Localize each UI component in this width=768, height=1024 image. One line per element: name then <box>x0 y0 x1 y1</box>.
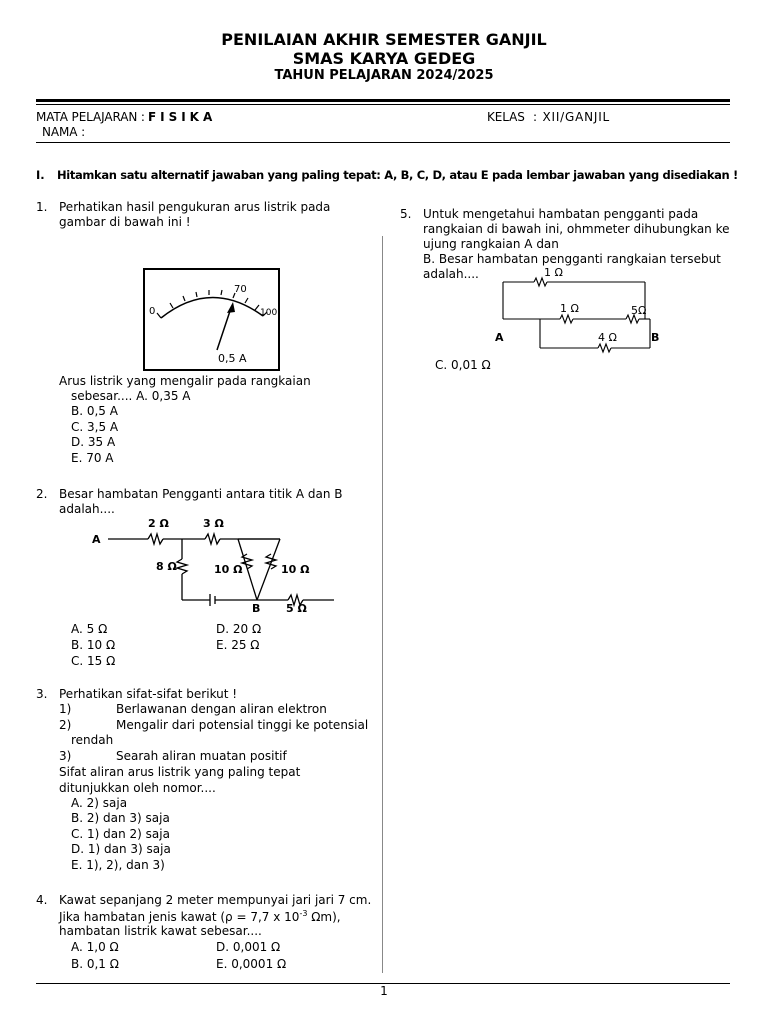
q3-question-line2: ditunjukkan oleh nomor.... <box>59 781 216 795</box>
q5-text-line5: adalah.... <box>423 267 479 281</box>
header-year: TAHUN PELAJARAN 2024/2025 <box>274 68 494 83</box>
q2-r4-label: 10 Ω <box>214 563 243 576</box>
q3-text: Perhatikan sifat-sifat berikut ! <box>59 687 238 701</box>
q2-point-a: A <box>92 533 101 546</box>
q2-text-line1: Besar hambatan Pengganti antara titik A dan B <box>59 487 343 501</box>
q5-r-mid-label: 1 Ω <box>560 302 579 315</box>
q3-item2-cont: rendah <box>71 733 114 747</box>
q1-after-line2: sebesar.... A. 0,35 A <box>71 389 191 403</box>
instruction-text: Hitamkan satu alternatif jawaban yang paling tepat: A, B, C, D, atau E pada lembar jawaban yang disediakan ! <box>57 168 738 182</box>
q2-r2-label: 3 Ω <box>203 517 224 530</box>
q5-r-bot-label: 4 Ω <box>598 331 617 344</box>
q5-circuit-figure <box>490 262 670 354</box>
q3-item3-number: 3) <box>59 749 72 763</box>
q4-text-line1: Kawat sepanjang 2 meter mempunyai jari jari 7 cm. <box>59 893 372 907</box>
ammeter-figure <box>143 268 281 372</box>
q2-option-a: A. 5 Ω <box>71 622 108 636</box>
q3-option-c: C. 1) dan 2) saja <box>71 827 170 841</box>
q2-option-b: B. 10 Ω <box>71 638 116 652</box>
q1-text-line2: gambar di bawah ini ! <box>59 215 191 229</box>
q4-option-d: D. 0,001 Ω <box>216 940 281 954</box>
q2-circuit-figure <box>90 514 338 616</box>
q4-option-a: A. 1,0 Ω <box>71 940 119 954</box>
q3-option-e: E. 1), 2), dan 3) <box>71 858 165 872</box>
q4-option-e: E. 0,0001 Ω <box>216 957 287 971</box>
q4-text-line2-b: Ωm), <box>307 910 341 924</box>
q5-text-line3: ujung rangkaian A dan <box>423 237 559 251</box>
meter-range: 0,5 A <box>218 352 247 365</box>
q1-option-d: D. 35 A <box>71 435 116 449</box>
q3-question-line1: Sifat aliran arus listrik yang paling tepat <box>59 765 301 779</box>
meter-label-70: 70 <box>234 284 247 295</box>
q2-r3-label: 8 Ω <box>156 560 177 573</box>
q4-text-line2-a: Jika hambatan jenis kawat (ρ = 7,7 x 10 <box>59 910 300 924</box>
q5-text-line1: Untuk mengetahui hambatan pengganti pada <box>423 207 699 221</box>
header-school: SMAS KARYA GEDEG <box>292 49 476 68</box>
q5-point-b: B <box>651 331 660 344</box>
q3-number: 3. <box>36 687 48 701</box>
meter-label-100: 100 <box>260 308 278 318</box>
page-number: 1 <box>380 984 388 998</box>
q3-option-a: A. 2) saja <box>71 796 128 810</box>
q1-option-b: B. 0,5 A <box>71 404 118 418</box>
q4-option-b: B. 0,1 Ω <box>71 957 119 971</box>
q1-option-c: C. 3,5 A <box>71 420 119 434</box>
header-title: PENILAIAN AKHIR SEMESTER GANJIL <box>221 30 547 49</box>
q3-option-b: B. 2) dan 3) saja <box>71 811 170 825</box>
subject-label: MATA PELAJARAN : <box>36 110 145 124</box>
q2-r5-label: 10 Ω <box>281 563 310 576</box>
q1-option-e: E. 70 A <box>71 451 114 465</box>
q1-after-line1: Arus listrik yang mengalir pada rangkaian <box>59 374 311 388</box>
q2-r1-label: 2 Ω <box>148 517 169 530</box>
q3-item2-number: 2) <box>59 718 72 732</box>
q2-point-b: B <box>252 602 261 615</box>
header-rule-thick <box>36 99 730 102</box>
name-label: NAMA : <box>42 125 86 139</box>
q2-option-d: D. 20 Ω <box>216 622 262 636</box>
q4-text-line3: hambatan listrik kawat sebesar.... <box>59 924 262 938</box>
column-divider <box>382 236 383 973</box>
q5-option-c: C. 0,01 Ω <box>435 358 491 372</box>
q5-number: 5. <box>400 207 412 221</box>
q2-option-c: C. 15 Ω <box>71 654 116 668</box>
q2-number: 2. <box>36 487 48 501</box>
q5-point-a: A <box>495 331 504 344</box>
q5-r-right-label: 5Ω <box>631 304 647 317</box>
class-value: : XII/GANJIL <box>533 110 611 124</box>
q4-exponent: -3 <box>299 909 308 918</box>
q2-option-e: E. 25 Ω <box>216 638 260 652</box>
q3-option-d: D. 1) dan 3) saja <box>71 842 171 856</box>
q4-number: 4. <box>36 893 48 907</box>
meta-rule <box>36 142 730 143</box>
q3-item2-text: Mengalir dari potensial tinggi ke potensial <box>116 718 369 732</box>
q5-text-line4: B. Besar hambatan pengganti rangkaian tersebut <box>423 252 721 266</box>
q5-text-line2: rangkaian di bawah ini, ohmmeter dihubungkan ke <box>423 222 730 236</box>
instruction-number: I. <box>36 168 45 182</box>
q2-text-line2: adalah.... <box>59 502 115 516</box>
q4-text-line2 <box>59 909 341 924</box>
q3-item1-number: 1) <box>59 702 72 716</box>
q5-r-top-label: 1 Ω <box>544 266 563 279</box>
q3-item3-text: Searah aliran muatan positif <box>116 749 287 763</box>
q2-r6-label: 5 Ω <box>286 602 307 615</box>
q1-text-line1: Perhatikan hasil pengukuran arus listrik pada <box>59 200 331 214</box>
q1-number: 1. <box>36 200 48 214</box>
subject-value: F I S I K A <box>148 110 213 124</box>
class-label: KELAS <box>487 110 525 124</box>
q3-item1-text: Berlawanan dengan aliran elektron <box>116 702 327 716</box>
meter-label-0: 0 <box>149 306 156 317</box>
header-rule-thin <box>36 104 730 105</box>
